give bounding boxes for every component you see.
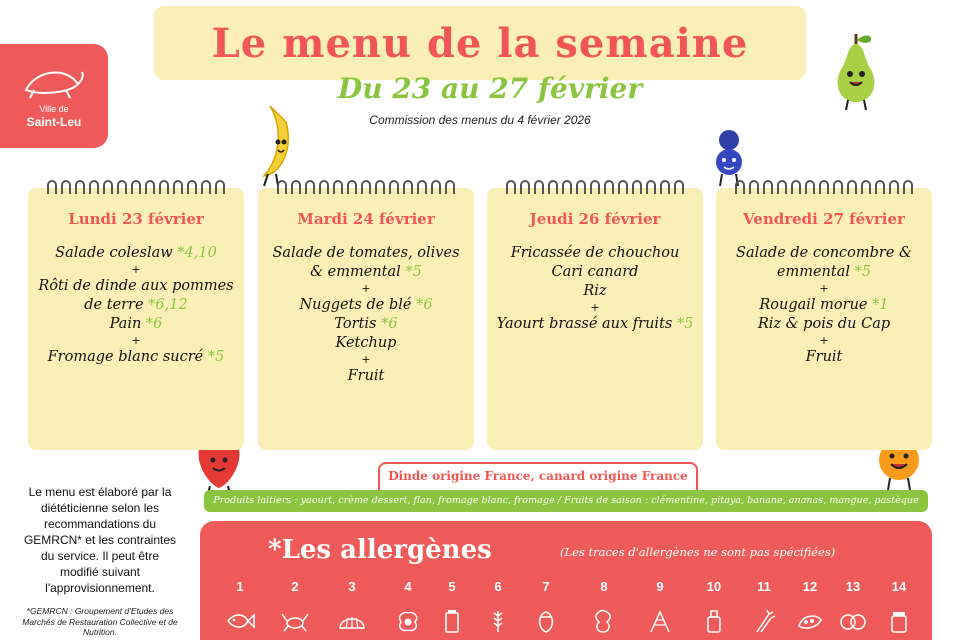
dish-separator: +	[361, 282, 371, 295]
dish-name: Fromage blanc sucré	[47, 349, 204, 365]
allergen-number: 4	[404, 579, 412, 594]
gemrcn-footnote: *GEMRCN : Groupement d'Etudes des Marchés de Restauration Collective et de Nutrition.	[22, 606, 178, 637]
allergen-number: 10	[706, 579, 722, 594]
dish-name: Cari canard	[551, 264, 639, 280]
bottle-icon	[699, 608, 729, 634]
dish-item	[264, 296, 468, 315]
dish-item	[493, 244, 697, 263]
dish-list	[258, 244, 474, 386]
allergen-number: 6	[494, 579, 502, 594]
dish-name: Tortis	[334, 316, 377, 332]
dish-name: Salade de tomates, olives & emmental	[272, 245, 460, 280]
allergen-number: 3	[348, 579, 356, 594]
notebook-rings	[258, 180, 474, 194]
allergen-codes: *5	[850, 264, 872, 280]
ring	[735, 180, 745, 194]
ring	[61, 180, 71, 194]
ring	[506, 180, 516, 194]
ring	[632, 180, 642, 194]
day-card-tuesday	[258, 188, 474, 450]
day-card-monday	[28, 188, 244, 450]
allergen-item	[833, 579, 873, 634]
soy-icon	[795, 608, 825, 634]
dish-separator: +	[361, 353, 371, 366]
dish-list	[716, 244, 932, 367]
allergen-item	[220, 579, 260, 634]
dish-separator: +	[131, 334, 141, 347]
ring	[847, 180, 857, 194]
logo-line-1: Ville de	[39, 104, 69, 114]
ring	[187, 180, 197, 194]
ring	[445, 180, 455, 194]
ring	[861, 180, 871, 194]
dish-name: Fruit	[347, 368, 385, 384]
wheat-icon	[483, 608, 513, 634]
day-title: Jeudi 26 février	[529, 210, 661, 228]
dish-item	[493, 282, 697, 301]
saint-leu-logo	[0, 44, 108, 148]
shell-icon	[337, 608, 367, 634]
dish-item	[722, 244, 926, 282]
ring	[903, 180, 913, 194]
dish-item	[34, 348, 238, 367]
commission-note: Commission des menus du 4 février 2026	[369, 113, 591, 127]
ring	[576, 180, 586, 194]
title-banner	[154, 6, 806, 80]
dish-list	[28, 244, 244, 367]
ring	[277, 180, 287, 194]
ring	[201, 180, 211, 194]
allergen-number: 7	[542, 579, 550, 594]
allergen-number: 13	[845, 579, 861, 594]
ring	[749, 180, 759, 194]
dish-separator: +	[131, 263, 141, 276]
allergen-codes: *6,12	[143, 297, 188, 313]
dish-item	[493, 315, 697, 334]
celery-icon	[749, 608, 779, 634]
allergen-item	[388, 579, 428, 634]
allergen-codes: *6	[376, 316, 398, 332]
mustard-icon	[645, 608, 675, 634]
dish-name: Salade de concombre & emmental	[736, 245, 912, 280]
ring	[389, 180, 399, 194]
dish-name: Yaourt brassé aux fruits	[496, 316, 673, 332]
ring	[159, 180, 169, 194]
day-title: Lundi 23 février	[68, 210, 204, 228]
ring	[819, 180, 829, 194]
dish-name: Riz & pois du Cap	[757, 316, 891, 332]
ring	[375, 180, 385, 194]
allergen-codes: *5	[203, 349, 225, 365]
dish-item	[264, 244, 468, 282]
allergen-codes: *5	[672, 316, 694, 332]
dish-item	[722, 348, 926, 367]
ring	[562, 180, 572, 194]
ring	[117, 180, 127, 194]
ring	[660, 180, 670, 194]
allergen-item	[790, 579, 830, 634]
ring	[548, 180, 558, 194]
ring	[805, 180, 815, 194]
ring	[215, 180, 225, 194]
allergens-panel	[200, 521, 932, 640]
dish-item	[34, 277, 238, 315]
dish-item	[722, 315, 926, 334]
ring	[646, 180, 656, 194]
dish-name: Rougail morue	[759, 297, 868, 313]
allergen-item	[640, 579, 680, 634]
ring	[417, 180, 427, 194]
day-title: Vendredi 27 février	[743, 210, 905, 228]
ring	[875, 180, 885, 194]
allergen-item	[432, 579, 472, 634]
fish-icon	[225, 608, 255, 634]
ring	[520, 180, 530, 194]
ring	[361, 180, 371, 194]
ring	[305, 180, 315, 194]
dish-item	[34, 315, 238, 334]
ring	[674, 180, 684, 194]
allergen-number: 11	[757, 579, 771, 594]
allergen-number: 14	[891, 579, 907, 594]
ring	[534, 180, 544, 194]
ring	[75, 180, 85, 194]
day-card-thursday	[487, 188, 703, 450]
dish-name: Fricassée de chouchou	[510, 245, 680, 261]
allergen-number: 1	[236, 579, 244, 594]
dish-separator: +	[590, 301, 600, 314]
allergen-item	[584, 579, 624, 634]
ring	[333, 180, 343, 194]
allergen-codes: *1	[867, 297, 889, 313]
origin-note: Dinde origine France, canard origine France	[378, 462, 698, 490]
egg-icon	[393, 608, 423, 634]
allergen-number: 2	[291, 579, 299, 594]
ring	[47, 180, 57, 194]
dish-separator: +	[819, 334, 829, 347]
ring	[173, 180, 183, 194]
dish-item	[493, 263, 697, 282]
ring	[89, 180, 99, 194]
allergen-codes: *6	[141, 316, 163, 332]
dish-item	[264, 315, 468, 334]
allergen-number: 12	[802, 579, 818, 594]
allergens-title: *Les allergènes	[268, 535, 492, 565]
allergen-item	[332, 579, 372, 634]
ring	[347, 180, 357, 194]
dish-list	[487, 244, 703, 334]
dish-item	[34, 244, 238, 263]
ring	[889, 180, 899, 194]
allergen-item	[879, 579, 919, 634]
day-title: Mardi 24 février	[297, 210, 435, 228]
allergen-item	[275, 579, 315, 634]
ring	[618, 180, 628, 194]
dish-name: Nuggets de blé	[299, 297, 412, 313]
ring	[431, 180, 441, 194]
allergen-number: 8	[600, 579, 608, 594]
dietitian-info: Le menu est élaboré par la diététicienne selon les recommandations du GEMRCN* et les contraintes du service. Il peut être modifié suivant l'approvisionnement.	[23, 485, 177, 595]
dish-name: Fruit	[805, 349, 843, 365]
dish-item	[264, 334, 468, 353]
day-card-friday	[716, 188, 932, 450]
blueberry-icon	[708, 128, 750, 188]
nut-icon	[531, 608, 561, 634]
peanut-icon	[589, 608, 619, 634]
page-title: Le menu de la semaine	[211, 19, 749, 67]
notebook-rings	[487, 180, 703, 194]
notebook-rings	[28, 180, 244, 194]
ring	[777, 180, 787, 194]
ring	[791, 180, 801, 194]
allergen-codes: *5	[400, 264, 422, 280]
allergens-note: (Les traces d'allergènes ne sont pas spécifiées)	[560, 545, 836, 559]
allergen-number: 9	[656, 579, 664, 594]
allergens-grid	[200, 579, 932, 640]
ring	[291, 180, 301, 194]
crab-icon	[280, 608, 310, 634]
dish-item	[722, 296, 926, 315]
ring	[763, 180, 773, 194]
allergen-number: 5	[448, 579, 456, 594]
allergen-item	[478, 579, 518, 634]
allergen-item	[744, 579, 784, 634]
ring	[103, 180, 113, 194]
allergen-item	[694, 579, 734, 634]
dish-name: Pain	[109, 316, 142, 332]
ring	[604, 180, 614, 194]
dish-name: Rôti de dinde aux pommes de terre	[38, 278, 234, 313]
pear-icon	[826, 30, 886, 112]
allergen-codes: *6	[411, 297, 433, 313]
allergen-item	[526, 579, 566, 634]
ring	[145, 180, 155, 194]
dish-name: Riz	[583, 283, 607, 299]
logo-line-2: Saint-Leu	[26, 115, 82, 129]
notebook-rings	[716, 180, 932, 194]
allergen-codes: *4,10	[172, 245, 217, 261]
ring	[131, 180, 141, 194]
jar-icon	[884, 608, 914, 634]
week-dates: Du 23 au 27 février	[337, 72, 643, 105]
ring	[403, 180, 413, 194]
dish-name: Salade coleslaw	[55, 245, 173, 261]
sesame-icon	[838, 608, 868, 634]
milk-icon	[437, 608, 467, 634]
dish-item	[264, 367, 468, 386]
banana-icon	[250, 102, 304, 188]
ring	[833, 180, 843, 194]
dish-name: Ketchup	[335, 335, 397, 351]
seasonal-products-bar: Produits laitiers : yaourt, crème dessert, flan, fromage blanc, fromage / Fruits de saison : clémentine, pitaya, banane, ananas, mangue, pastèque	[204, 490, 928, 512]
ring	[319, 180, 329, 194]
turtle-icon	[22, 62, 86, 102]
ring	[590, 180, 600, 194]
dish-separator: +	[819, 282, 829, 295]
